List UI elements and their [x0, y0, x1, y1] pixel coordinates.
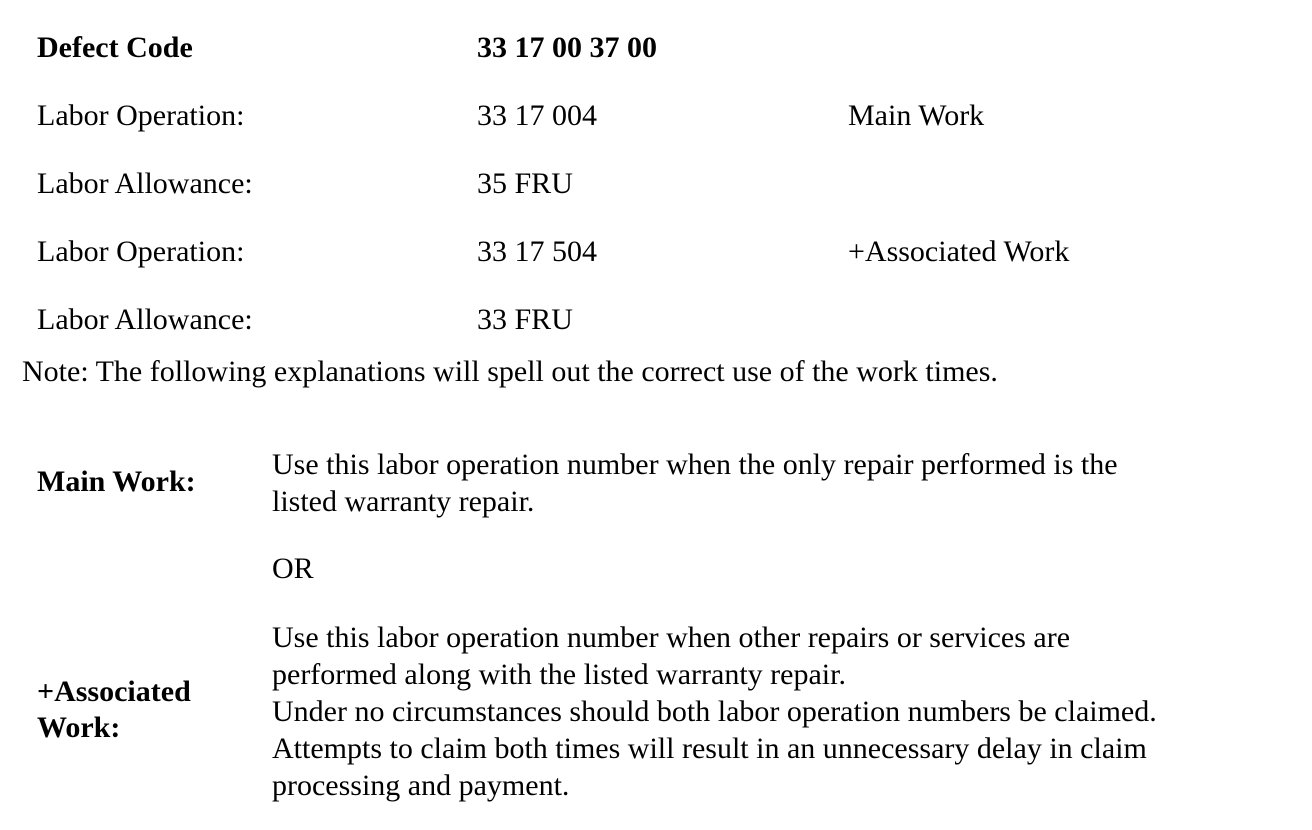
labor-operation-note: Main Work — [848, 99, 985, 132]
main-work-line: listed warranty repair. — [272, 485, 535, 518]
labor-operation-value: 33 17 504 — [477, 235, 597, 268]
associated-work-description — [272, 619, 1272, 804]
associated-work-label: +Associated Work: — [37, 675, 191, 744]
labor-operation-value: 33 17 004 — [477, 99, 597, 132]
defect-code-label: Defect Code — [37, 31, 193, 64]
labor-operation-note: +Associated Work — [848, 235, 1070, 268]
associated-work-line: performed along with the listed warranty repair. — [272, 658, 846, 691]
note-text: Note: The following explanations will spell out the correct use of the work times. — [22, 355, 998, 388]
main-work-line: Use this labor operation number when the only repair performed is the — [272, 448, 1118, 481]
main-work-label: Main Work: — [37, 465, 196, 498]
defect-code-value: 33 17 00 37 00 — [477, 31, 657, 64]
main-work-description — [272, 446, 1272, 520]
labor-allowance-label: Labor Allowance: — [37, 303, 253, 336]
labor-operation-label: Labor Operation: — [37, 235, 245, 268]
associated-work-line: Use this labor operation number when other repairs or services are — [272, 621, 1071, 654]
associated-work-line: Under no circumstances should both labor operation numbers be claimed. — [272, 695, 1157, 728]
associated-work-line: Attempts to claim both times will result in an unnecessary delay in claim — [272, 732, 1147, 765]
or-separator: OR — [272, 552, 314, 585]
labor-operation-label: Labor Operation: — [37, 99, 245, 132]
labor-allowance-value: 35 FRU — [477, 167, 573, 200]
labor-allowance-value: 33 FRU — [477, 303, 573, 336]
labor-allowance-label: Labor Allowance: — [37, 167, 253, 200]
associated-work-line: processing and payment. — [272, 769, 570, 802]
